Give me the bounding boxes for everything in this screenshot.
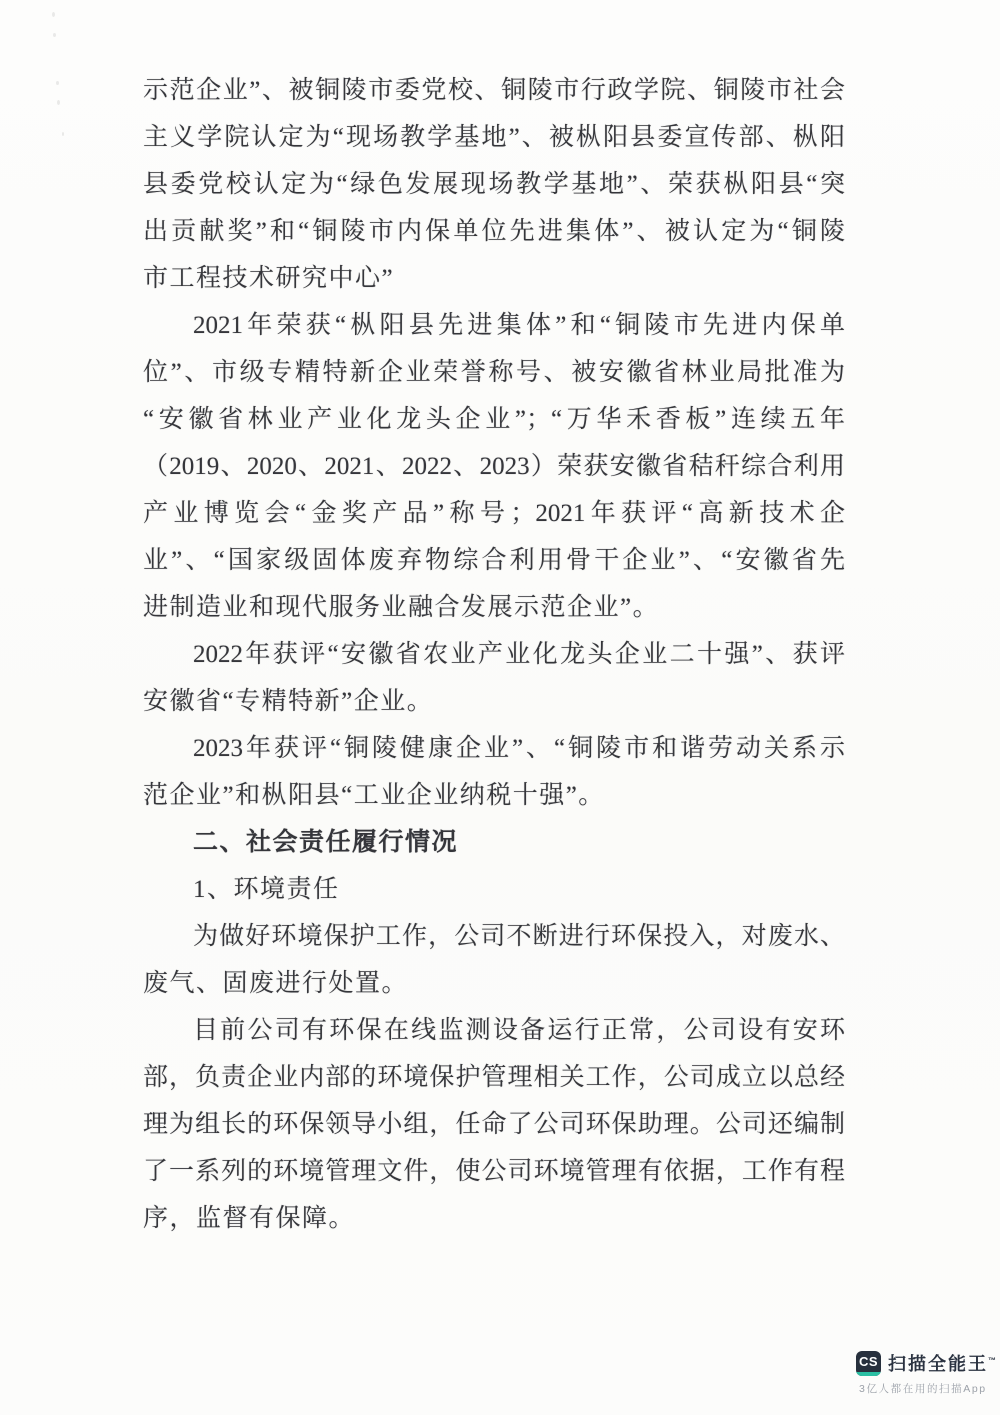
- section-heading: 二、社会责任履行情况: [193, 829, 459, 856]
- text-line: 出贡献奖”和“铜陵市内保单位先进集体”、被认定为“铜陵: [143, 218, 845, 245]
- text-line: 2022年获评“安徽省农业产业化龙头企业二十强”、获评: [193, 641, 845, 668]
- text-line: 进制造业和现代服务业融合发展示范企业”。: [143, 594, 660, 621]
- text-line: 废气、固废进行处置。: [143, 970, 409, 997]
- text-line: 位”、市级专精特新企业荣誉称号、被安徽省林业局批准为: [143, 359, 845, 386]
- text-line: 示范企业”、被铜陵市委党校、铜陵市行政学院、铜陵市社会: [143, 77, 845, 104]
- text-line: 安徽省“专精特新”企业。: [143, 688, 434, 715]
- paragraph: [143, 631, 845, 725]
- text-line: 部，负责企业内部的环境保护管理相关工作，公司成立以总经: [143, 1064, 845, 1091]
- paragraph: [143, 913, 845, 1007]
- text-line: 主义学院认定为“现场教学基地”、被枞阳县委宣传部、枞阳: [143, 124, 845, 151]
- paragraph: [143, 725, 845, 819]
- camscanner-logo-icon: [856, 1351, 881, 1376]
- text-line: 理为组长的环保领导小组，任命了公司环保助理。公司还编制: [143, 1111, 845, 1138]
- document-text: [143, 67, 845, 1242]
- paragraph: [143, 1007, 845, 1242]
- text-line: 目前公司有环保在线监测设备运行正常，公司设有安环: [193, 1017, 845, 1044]
- paragraph: [143, 302, 845, 631]
- scan-speck: [57, 100, 60, 105]
- text-line: 了一系列的环境管理文件，使公司环境管理有依据，工作有程: [143, 1158, 845, 1185]
- scan-speck: [62, 132, 64, 136]
- camscanner-logo-letters: CS: [858, 1354, 879, 1369]
- trademark-symbol: ™: [988, 1356, 996, 1365]
- camscanner-app-name: [888, 1350, 996, 1376]
- text-line: （2019、2020、2021、2022、2023）荣获安徽省秸秆综合利用: [143, 453, 845, 480]
- scan-speck: [53, 33, 56, 37]
- camscanner-watermark: [856, 1350, 996, 1396]
- text-line: 为做好环境保护工作，公司不断进行环保投入，对废水、: [193, 923, 845, 950]
- text-line: “安徽省林业产业化龙头企业”；“万华禾香板”连续五年: [143, 406, 845, 433]
- text-line: 县委党校认定为“绿色发展现场教学基地”、荣获枞阳县“突: [143, 171, 845, 198]
- app-name-text: 扫描全能王: [888, 1354, 988, 1374]
- paragraph: [143, 67, 845, 302]
- camscanner-tagline: 3亿人都在用的扫描App: [859, 1383, 987, 1395]
- subsection-heading: 1、环境责任: [193, 876, 340, 903]
- scan-speck: [52, 12, 55, 17]
- text-line: 业”、“国家级固体废弃物综合利用骨干企业”、“安徽省先: [143, 547, 845, 574]
- text-line: 市工程技术研究中心”: [143, 265, 395, 292]
- text-line: 范企业”和枞阳县“工业企业纳税十强”。: [143, 782, 605, 809]
- text-line: 2021年荣获“枞阳县先进集体”和“铜陵市先进内保单: [193, 312, 845, 339]
- text-line: 产业博览会“金奖产品”称号；2021年获评“高新技术企: [143, 500, 845, 527]
- scan-speck: [56, 81, 59, 85]
- text-line: 2023年获评“铜陵健康企业”、“铜陵市和谐劳动关系示: [193, 735, 845, 762]
- text-line: 序，监督有保障。: [143, 1205, 356, 1232]
